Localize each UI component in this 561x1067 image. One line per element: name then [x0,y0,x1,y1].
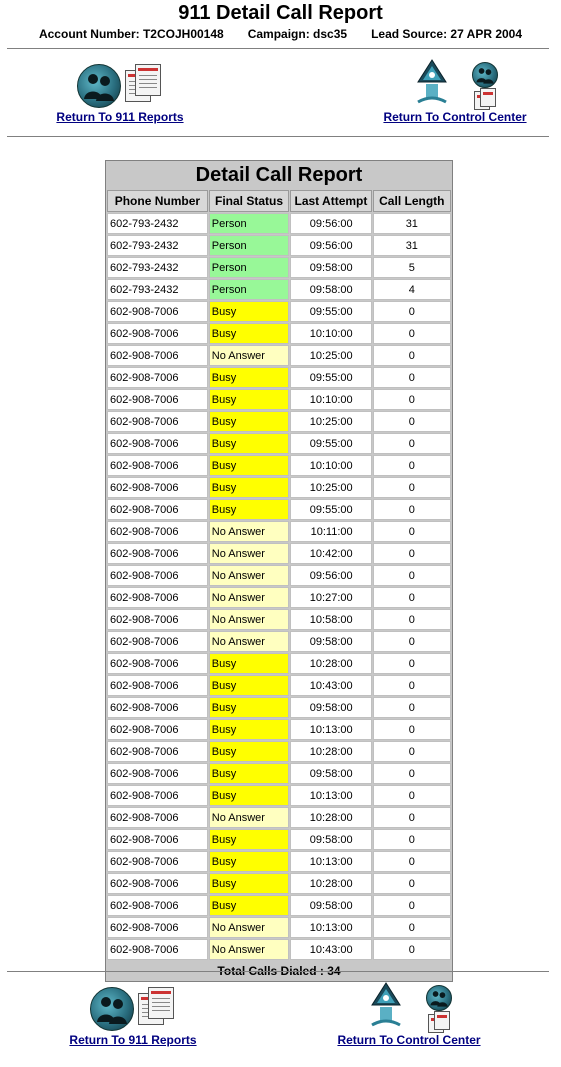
phone-number-cell: 602-908-7006 [107,587,208,608]
table-body [107,213,451,960]
final-status-cell: Busy [209,697,289,718]
control-icon-group [334,981,484,1033]
last-attempt-cell: 09:58:00 [290,257,371,278]
table-row [107,675,451,696]
phone-number-cell: 602-908-7006 [107,521,208,542]
page-title: 911 Detail Call Report [178,2,383,24]
final-status-cell: No Answer [209,345,289,366]
last-attempt-cell: 10:43:00 [290,939,371,960]
people-icon[interactable] [77,64,121,108]
last-attempt-cell: 09:55:00 [290,499,371,520]
call-length-cell: 0 [373,367,451,388]
phone-number-cell: 602-793-2432 [107,257,208,278]
phone-number-cell: 602-908-7006 [107,345,208,366]
return-to-911-reports-link[interactable]: Return To 911 Reports [69,1033,197,1047]
call-length-cell: 0 [373,543,451,564]
bottom-nav [7,981,549,1053]
call-length-cell: 0 [373,763,451,784]
call-length-cell: 0 [373,785,451,806]
table-row [107,433,451,454]
call-length-cell: 0 [373,301,451,322]
report-meta [0,26,561,42]
final-status-cell: Busy [209,785,289,806]
table-row [107,389,451,410]
final-status-cell: Busy [209,829,289,850]
call-length-cell: 31 [373,235,451,256]
reports-icon-group [68,981,198,1033]
table-row [107,873,451,894]
control-icon-group [380,58,530,110]
phone-number-cell: 602-908-7006 [107,609,208,630]
final-status-cell: Busy [209,851,289,872]
last-attempt-cell: 10:13:00 [290,719,371,740]
last-attempt-cell: 09:58:00 [290,763,371,784]
call-length-cell: 0 [373,873,451,894]
final-status-cell: Busy [209,477,289,498]
last-attempt-cell: 10:43:00 [290,675,371,696]
phone-number-cell: 602-908-7006 [107,499,208,520]
last-attempt-cell: 10:11:00 [290,521,371,542]
call-length-cell: 31 [373,213,451,234]
final-status-cell: Busy [209,719,289,740]
reports-nav-block [68,981,198,1047]
table-header-row [107,190,451,212]
phone-number-cell: 602-908-7006 [107,807,208,828]
final-status-cell: No Answer [209,587,289,608]
phone-number-cell: 602-908-7006 [107,895,208,916]
call-length-cell: 0 [373,807,451,828]
table-row [107,697,451,718]
table-row [107,235,451,256]
people-small-icon[interactable] [426,985,452,1011]
call-length-cell: 0 [373,895,451,916]
final-status-cell: Person [209,279,289,300]
return-to-control-center-link[interactable]: Return To Control Center [337,1033,481,1047]
last-attempt-cell: 09:56:00 [290,565,371,586]
final-status-cell: Busy [209,323,289,344]
table-row [107,477,451,498]
final-status-cell: No Answer [209,939,289,960]
phone-number-cell: 602-908-7006 [107,917,208,938]
last-attempt-cell: 10:28:00 [290,741,371,762]
phone-number-cell: 602-908-7006 [107,939,208,960]
table-row [107,543,451,564]
table-row [107,719,451,740]
phone-number-cell: 602-908-7006 [107,829,208,850]
call-length-cell: 0 [373,323,451,344]
table-row [107,851,451,872]
table-row [107,917,451,938]
column-header-phone: Phone Number [107,190,208,212]
table-row [107,301,451,322]
phone-number-cell: 602-908-7006 [107,433,208,454]
final-status-cell: No Answer [209,565,289,586]
final-status-cell: Person [209,235,289,256]
final-status-cell: Busy [209,653,289,674]
control-center-icon[interactable] [414,58,450,106]
final-status-cell: Busy [209,301,289,322]
report-title: Detail Call Report [195,164,363,186]
control-nav-block [380,58,530,124]
last-attempt-cell: 09:58:00 [290,895,371,916]
final-status-cell: Busy [209,675,289,696]
call-length-cell: 0 [373,631,451,652]
table-row [107,257,451,278]
phone-number-cell: 602-908-7006 [107,389,208,410]
account-number: Account Number: T2COJH00148 [38,27,224,41]
call-length-cell: 0 [373,477,451,498]
control-nav-block [334,981,484,1047]
last-attempt-cell: 10:13:00 [290,851,371,872]
call-length-cell: 0 [373,851,451,872]
call-length-cell: 0 [373,521,451,542]
last-attempt-cell: 09:58:00 [290,829,371,850]
call-length-cell: 0 [373,741,451,762]
people-small-icon[interactable] [472,62,498,88]
table-row [107,499,451,520]
last-attempt-cell: 10:25:00 [290,345,371,366]
phone-number-cell: 602-908-7006 [107,851,208,872]
final-status-cell: Busy [209,455,289,476]
last-attempt-cell: 10:58:00 [290,609,371,630]
last-attempt-cell: 09:58:00 [290,631,371,652]
reports-icon-group [55,58,185,110]
call-length-cell: 5 [373,257,451,278]
final-status-cell: Person [209,257,289,278]
phone-number-cell: 602-908-7006 [107,455,208,476]
phone-number-cell: 602-908-7006 [107,543,208,564]
last-attempt-cell: 10:10:00 [290,389,371,410]
final-status-cell: Busy [209,433,289,454]
last-attempt-cell: 09:58:00 [290,697,371,718]
phone-number-cell: 602-908-7006 [107,411,208,432]
last-attempt-cell: 10:28:00 [290,653,371,674]
top-nav [7,58,549,130]
table-row [107,653,451,674]
table-row [107,763,451,784]
call-length-cell: 0 [373,389,451,410]
reports-icon[interactable] [125,64,161,104]
call-length-cell: 0 [373,675,451,696]
last-attempt-cell: 10:27:00 [290,587,371,608]
table-row [107,521,451,542]
final-status-cell: Person [209,213,289,234]
call-length-cell: 0 [373,455,451,476]
final-status-cell: Busy [209,389,289,410]
last-attempt-cell: 10:10:00 [290,323,371,344]
last-attempt-cell: 10:13:00 [290,785,371,806]
call-length-cell: 0 [373,587,451,608]
last-attempt-cell: 09:56:00 [290,235,371,256]
table-row [107,807,451,828]
call-length-cell: 0 [373,499,451,520]
divider [7,136,549,137]
last-attempt-cell: 09:55:00 [290,301,371,322]
final-status-cell: No Answer [209,609,289,630]
column-header-last-attempt: Last Attempt [290,190,371,212]
table-row [107,741,451,762]
phone-number-cell: 602-793-2432 [107,235,208,256]
call-length-cell: 0 [373,719,451,740]
last-attempt-cell: 10:13:00 [290,917,371,938]
call-length-cell: 0 [373,697,451,718]
return-to-control-center-link[interactable]: Return To Control Center [383,110,527,124]
last-attempt-cell: 10:28:00 [290,807,371,828]
final-status-cell: No Answer [209,631,289,652]
reports-icon[interactable] [138,987,174,1027]
call-length-cell: 0 [373,609,451,630]
call-length-cell: 0 [373,433,451,454]
people-icon[interactable] [90,987,134,1031]
final-status-cell: No Answer [209,917,289,938]
table-row [107,785,451,806]
table-row [107,587,451,608]
last-attempt-cell: 09:56:00 [290,213,371,234]
phone-number-cell: 602-908-7006 [107,653,208,674]
call-length-cell: 0 [373,829,451,850]
column-header-status: Final Status [209,190,289,212]
last-attempt-cell: 10:28:00 [290,873,371,894]
final-status-cell: Busy [209,411,289,432]
last-attempt-cell: 10:25:00 [290,477,371,498]
phone-number-cell: 602-908-7006 [107,741,208,762]
table-row [107,367,451,388]
phone-number-cell: 602-908-7006 [107,565,208,586]
phone-number-cell: 602-908-7006 [107,785,208,806]
call-length-cell: 0 [373,939,451,960]
call-length-cell: 0 [373,565,451,586]
column-header-call-length: Call Length [373,190,451,212]
call-length-cell: 4 [373,279,451,300]
table-row [107,345,451,366]
call-length-cell: 0 [373,917,451,938]
table-row [107,829,451,850]
detail-call-report [105,160,453,982]
reports-small-icon[interactable] [474,88,496,110]
last-attempt-cell: 09:55:00 [290,433,371,454]
return-to-911-reports-link[interactable]: Return To 911 Reports [56,110,184,124]
table-row [107,939,451,960]
table-row [107,411,451,432]
phone-number-cell: 602-908-7006 [107,301,208,322]
call-length-cell: 0 [373,411,451,432]
phone-number-cell: 602-908-7006 [107,763,208,784]
last-attempt-cell: 09:58:00 [290,279,371,300]
final-status-cell: Busy [209,873,289,894]
phone-number-cell: 602-908-7006 [107,697,208,718]
last-attempt-cell: 10:25:00 [290,411,371,432]
phone-number-cell: 602-908-7006 [107,631,208,652]
phone-number-cell: 602-793-2432 [107,279,208,300]
final-status-cell: Busy [209,741,289,762]
last-attempt-cell: 09:55:00 [290,367,371,388]
final-status-cell: Busy [209,763,289,784]
final-status-cell: No Answer [209,521,289,542]
final-status-cell: No Answer [209,543,289,564]
final-status-cell: Busy [209,499,289,520]
lead-source: Lead Source: 27 APR 2004 [371,27,523,41]
table-row [107,279,451,300]
phone-number-cell: 602-908-7006 [107,675,208,696]
table-row [107,213,451,234]
campaign-name: Campaign: dsc35 [247,27,348,41]
phone-number-cell: 602-908-7006 [107,719,208,740]
phone-number-cell: 602-908-7006 [107,323,208,344]
table-row [107,565,451,586]
call-length-cell: 0 [373,345,451,366]
last-attempt-cell: 10:10:00 [290,455,371,476]
control-center-icon[interactable] [368,981,404,1029]
table-row [107,455,451,476]
phone-number-cell: 602-908-7006 [107,477,208,498]
last-attempt-cell: 10:42:00 [290,543,371,564]
final-status-cell: No Answer [209,807,289,828]
total-calls: Total Calls Dialed : 34 [106,961,452,981]
call-length-cell: 0 [373,653,451,674]
table-row [107,609,451,630]
table-row [107,323,451,344]
final-status-cell: Busy [209,895,289,916]
reports-small-icon[interactable] [428,1011,450,1033]
divider [7,48,549,49]
calls-table [106,189,452,961]
final-status-cell: Busy [209,367,289,388]
table-row [107,631,451,652]
divider [7,971,549,972]
phone-number-cell: 602-793-2432 [107,213,208,234]
table-row [107,895,451,916]
phone-number-cell: 602-908-7006 [107,367,208,388]
reports-nav-block [55,58,185,124]
phone-number-cell: 602-908-7006 [107,873,208,894]
